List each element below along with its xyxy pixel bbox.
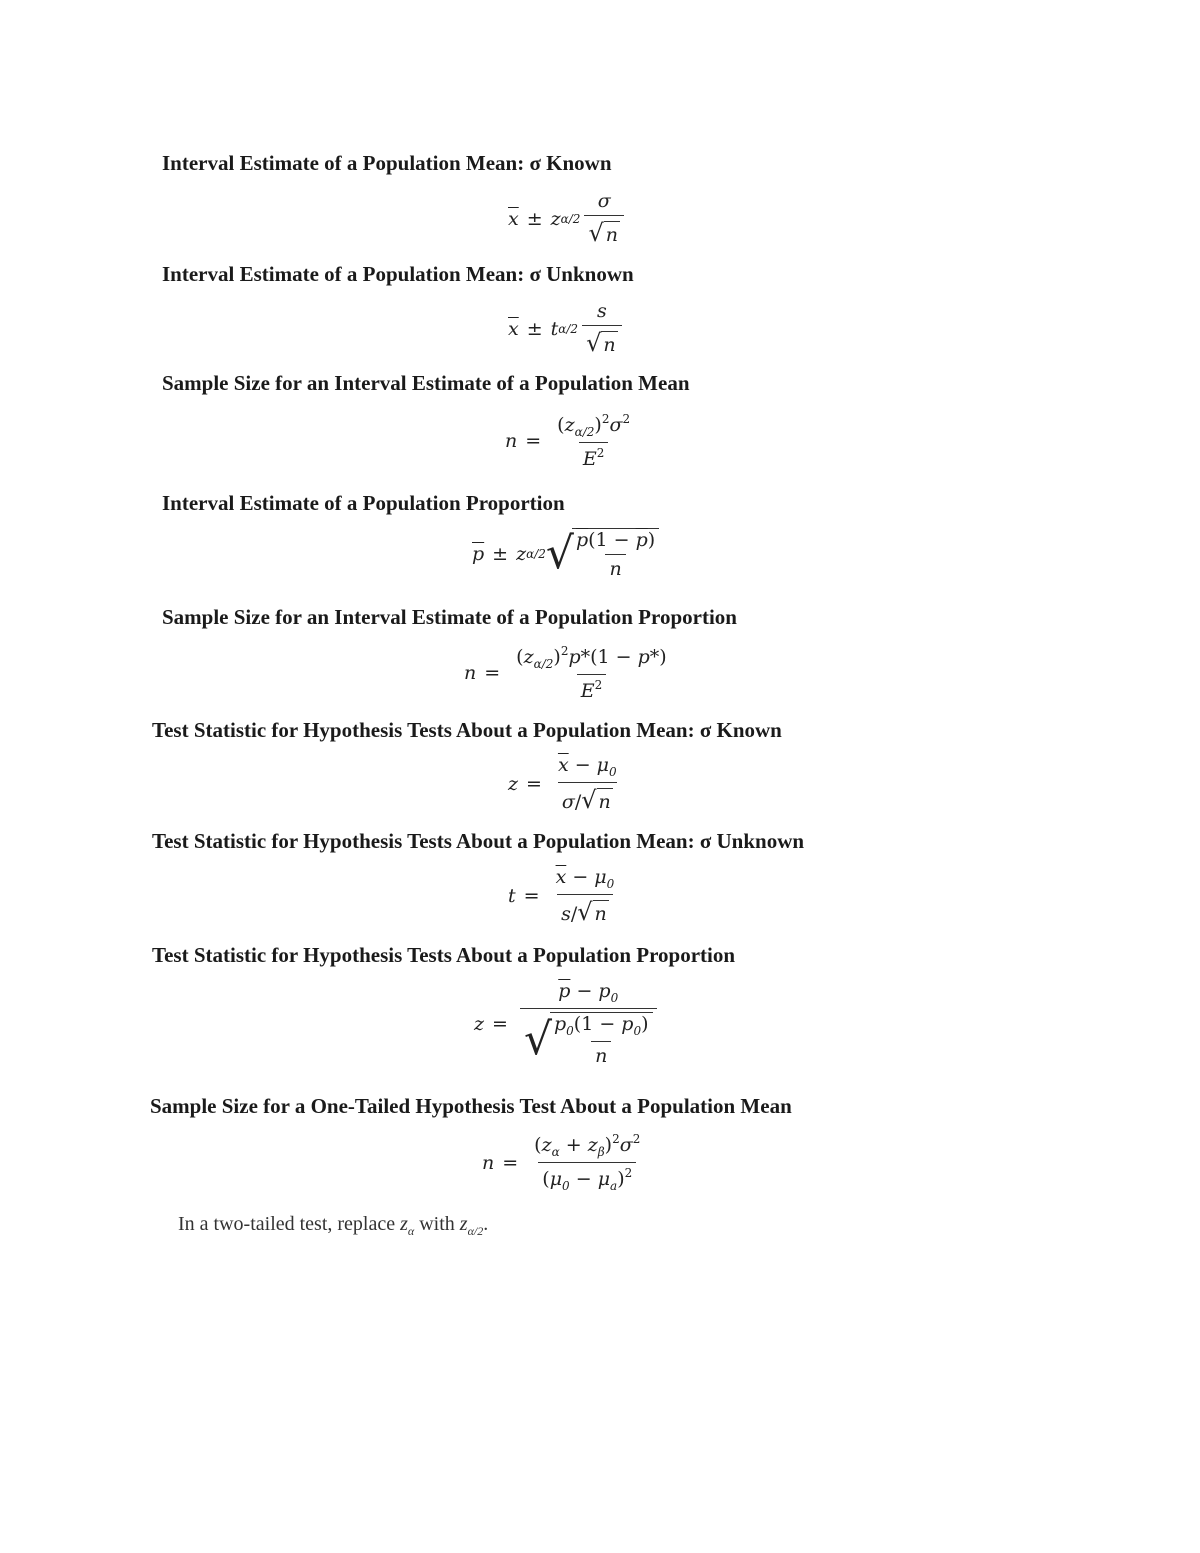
formula-sample-size-one-tailed: n = $\frac{(z_\alpha + z_\beta)^2\sigma^2}{(\mu_0 - \mu_a)^2}$ (482, 1132, 641, 1193)
formula-sample-size-proportion: n = $\frac{(z_{\alpha/2})^2p*(1 - p*)}{E^2}$ (464, 644, 667, 702)
heading-test-mean-sigma-known: Test Statistic for Hypothesis Tests About a Population Mean: σ Known (152, 718, 782, 742)
note-mid: with (419, 1213, 455, 1235)
heading-sample-size-proportion: Sample Size for an Interval Estimate of a Population Proportion (162, 605, 737, 629)
heading-proportion-ci: Interval Estimate of a Population Proportion (162, 491, 565, 515)
two-tailed-note: In a two-tailed test, replace $z_\alpha$ with $z_{\alpha/2}$. (178, 1213, 489, 1238)
heading-sample-size-mean: Sample Size for an Interval Estimate of a Population Mean (162, 371, 690, 395)
heading-mean-sigma-unknown: Interval Estimate of a Population Mean: σ Unknown (162, 262, 634, 286)
formula-mean-ci-sigma-known: $\overline{x}$ ± z α/2 $\frac{\sigma}{√ n}$ (508, 190, 628, 247)
heading-test-proportion: Test Statistic for Hypothesis Tests About a Population Proportion (152, 943, 736, 967)
formula-z-test-proportion: z = $\overline{p} - p_0$ √ $\frac{p_0(1 - p_0)}{n}$ (474, 980, 661, 1067)
heading-mean-sigma-known: Interval Estimate of a Population Mean: σ Known (162, 151, 612, 175)
formula-sample-size-mean: n = $\frac{(z_{\alpha/2})^2\sigma^2}{E^2}$ (505, 412, 631, 470)
note-suffix: . (483, 1213, 489, 1235)
heading-test-mean-sigma-unknown: Test Statistic for Hypothesis Tests About a Population Mean: σ Unknown (152, 829, 805, 853)
formula-t-test-mean: t = $\frac{\overline{x} - \mu_0}{s/√ n}$ (508, 866, 615, 926)
formula-z-test-mean: z = $\frac{\overline{x} - \mu_0}{\sigma/√ n}$ (508, 754, 617, 814)
formula-mean-ci-sigma-unknown: $\overline{x}$ ± t α/2 $\frac{s}{√ n}$ (508, 300, 626, 357)
heading-sample-size-one-tailed: Sample Size for a One-Tailed Hypothesis Test About a Population Mean (150, 1094, 792, 1118)
note-prefix: In a two-tailed test, replace (178, 1213, 396, 1235)
formula-proportion-ci: $\overline{p}$ ± z α/2 √ $\frac{p(1 - \overline{p})}{n}$ (472, 528, 663, 580)
